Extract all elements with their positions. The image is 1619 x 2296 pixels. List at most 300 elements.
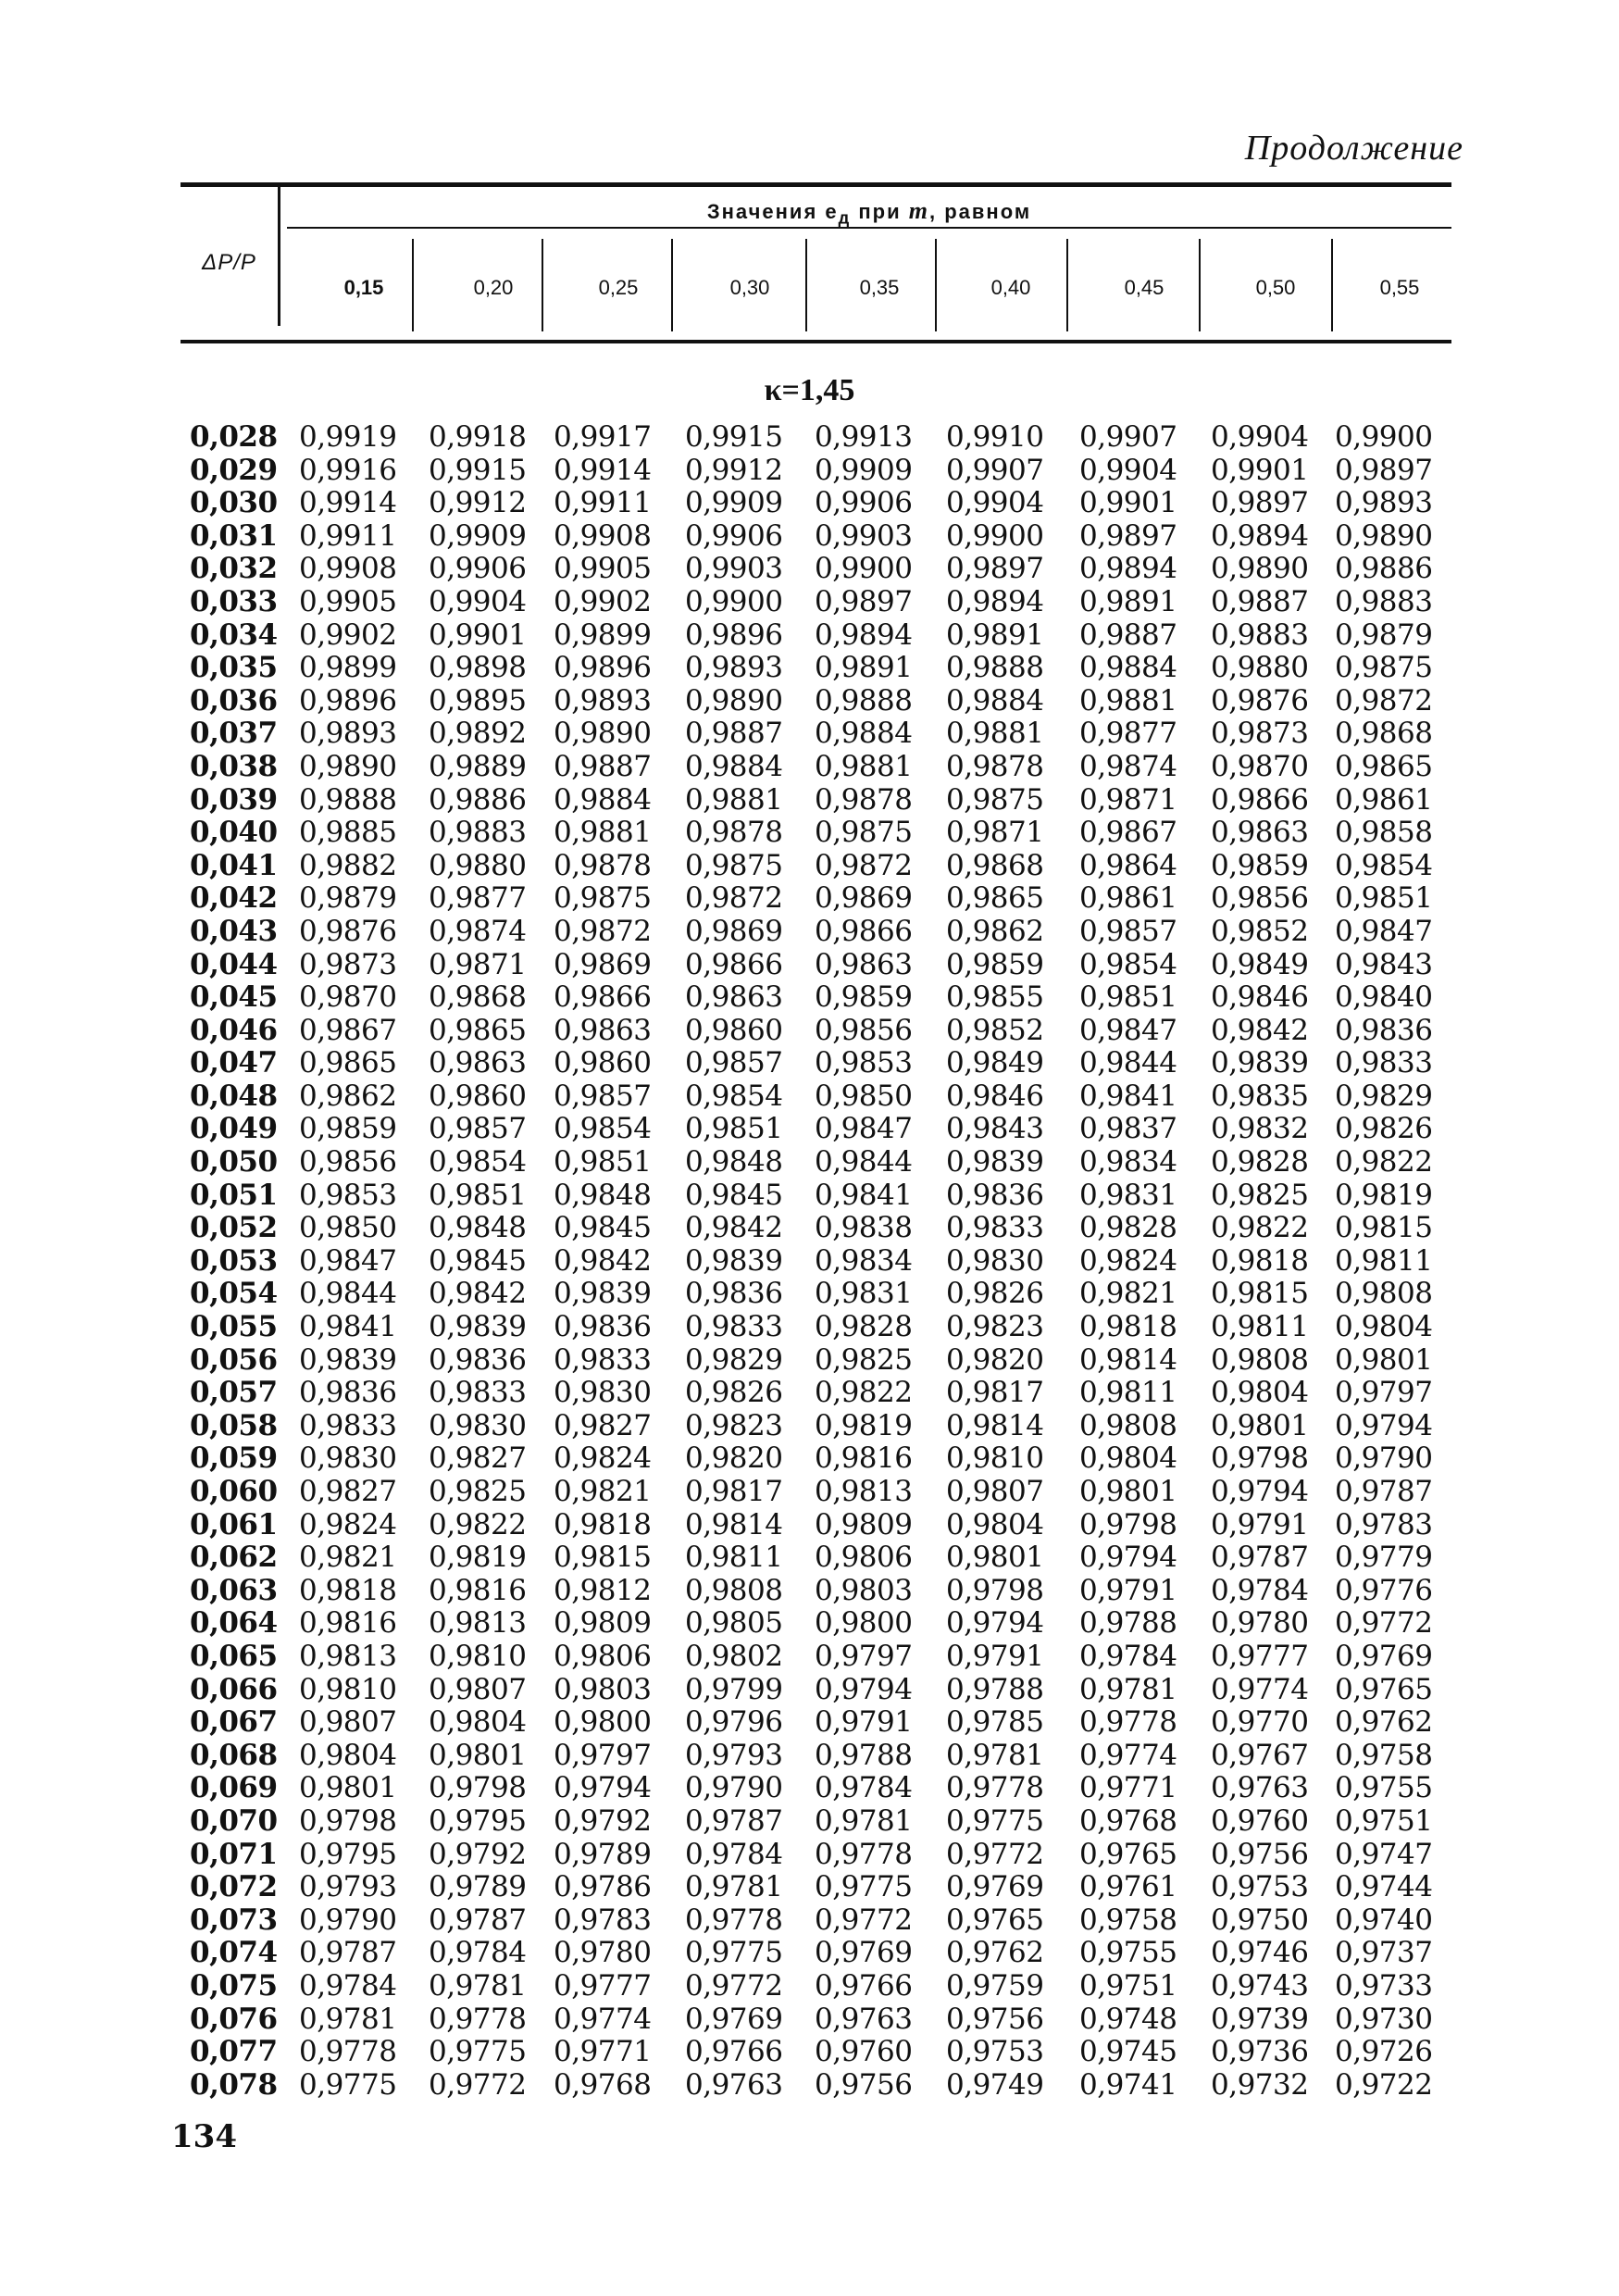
table-cell: 0,9854 [1335,848,1433,882]
table-cell: 0,9881 [554,816,652,850]
table-cell: 0,9815 [554,1541,652,1575]
table-cell: 0,9789 [554,1837,652,1871]
table-cell: 0,9894 [1079,552,1177,586]
table-cell: 0,9861 [1079,881,1177,916]
table-cell: 0,9818 [554,1507,652,1541]
table-cell: 0,9856 [815,1013,913,1047]
table-cell: 0,9751 [1079,1968,1177,2003]
column-divider [542,239,543,331]
table-cell: 0,9769 [946,1870,1044,1904]
table-cell: 0,9860 [685,1013,783,1047]
table-cell: 0,9816 [815,1441,913,1476]
table-cell: 0,9880 [429,848,527,882]
table-cell: 0,9911 [554,486,652,520]
table-cell: 0,9778 [946,1771,1044,1805]
table-cell: 0,9811 [1211,1310,1309,1344]
table-cell: 0,9813 [429,1606,527,1641]
table-cell: 0,9801 [1079,1475,1177,1508]
table-cell: 0,9777 [1211,1639,1309,1673]
table-cell: 0,9801 [429,1738,527,1772]
stub-column-divider [278,182,280,326]
table-cell: 0,9918 [429,420,527,454]
table-cell: 0,9848 [429,1211,527,1245]
table-cell: 0,9899 [299,651,397,685]
table-cell: 0,9737 [1335,1936,1433,1970]
table-cell: 0,9884 [815,717,913,751]
row-delta-p: 0,051 [190,1178,278,1212]
table-row [0,882,1619,916]
table-cell: 0,9883 [429,816,527,850]
table-cell: 0,9897 [1335,453,1433,487]
table-cell: 0,9827 [299,1475,397,1508]
table-cell: 0,9854 [429,1145,527,1179]
table-cell: 0,9845 [554,1211,652,1245]
table-cell: 0,9750 [1211,1903,1309,1937]
table-cell: 0,9821 [1079,1277,1177,1311]
table-cell: 0,9904 [1211,420,1309,454]
table-cell: 0,9878 [685,816,783,850]
table-cell: 0,9842 [685,1211,783,1245]
table-cell: 0,9780 [1211,1606,1309,1641]
table-cell: 0,9839 [1211,1046,1309,1080]
table-row [0,1740,1619,1773]
table-cell: 0,9808 [1079,1408,1177,1442]
table-cell: 0,9798 [1211,1441,1309,1476]
table-cell: 0,9804 [1211,1376,1309,1410]
table-cell: 0,9874 [429,914,527,948]
column-header-m: 0,35 [859,276,900,299]
table-row [0,1541,1619,1575]
table-cell: 0,9763 [1211,1771,1309,1805]
table-row [0,553,1619,586]
table-cell: 0,9851 [554,1145,652,1179]
table-cell: 0,9837 [1079,1112,1177,1146]
table-cell: 0,9771 [554,2035,652,2069]
table-cell: 0,9901 [1211,453,1309,487]
table-cell: 0,9842 [554,1243,652,1278]
table-cell: 0,9801 [1335,1342,1433,1377]
table-row [0,520,1619,554]
table-cell: 0,9780 [554,1936,652,1970]
table-cell: 0,9783 [554,1903,652,1937]
table-cell: 0,9839 [429,1310,527,1344]
table-cell: 0,9857 [1079,914,1177,948]
table-cell: 0,9890 [554,717,652,751]
table-cell: 0,9829 [685,1342,783,1377]
table-cell: 0,9877 [1079,717,1177,751]
table-cell: 0,9846 [1211,980,1309,1015]
table-cell: 0,9869 [554,947,652,981]
table-cell: 0,9794 [1335,1408,1433,1442]
table-cell: 0,9758 [1335,1738,1433,1772]
table-row [0,850,1619,883]
table-cell: 0,9878 [554,848,652,882]
table-cell: 0,9831 [1079,1178,1177,1212]
table-cell: 0,9850 [299,1211,397,1245]
row-delta-p: 0,068 [190,1738,278,1772]
row-delta-p: 0,054 [190,1277,278,1311]
table-cell: 0,9849 [946,1046,1044,1080]
row-delta-p: 0,072 [190,1870,278,1904]
table-cell: 0,9755 [1335,1771,1433,1805]
row-delta-p: 0,028 [190,420,278,454]
table-cell: 0,9887 [1079,618,1177,652]
table-cell: 0,9908 [299,552,397,586]
table-cell: 0,9887 [1211,584,1309,618]
table-cell: 0,9818 [1211,1243,1309,1278]
table-cell: 0,9836 [685,1277,783,1311]
table-cell: 0,9783 [1335,1507,1433,1541]
table-cell: 0,9875 [554,881,652,916]
table-cell: 0,9864 [1079,848,1177,882]
table-cell: 0,9889 [429,749,527,783]
table-cell: 0,9819 [1335,1178,1433,1212]
table-cell: 0,9765 [1079,1837,1177,1871]
row-delta-p: 0,041 [190,848,278,882]
row-delta-p: 0,049 [190,1112,278,1146]
row-delta-p: 0,050 [190,1145,278,1179]
row-delta-p: 0,078 [190,2067,278,2102]
row-delta-p: 0,074 [190,1936,278,1970]
table-cell: 0,9890 [685,683,783,718]
table-cell: 0,9804 [946,1507,1044,1541]
page-number: 134 [171,2118,237,2155]
table-cell: 0,9781 [685,1870,783,1904]
table-row [0,1607,1619,1641]
table-cell: 0,9866 [685,947,783,981]
table-cell: 0,9795 [429,1803,527,1838]
table-cell: 0,9825 [1211,1178,1309,1212]
table-cell: 0,9894 [946,584,1044,618]
table-cell: 0,9887 [685,717,783,751]
table-cell: 0,9880 [1211,651,1309,685]
table-cell: 0,9816 [429,1573,527,1607]
table-cell: 0,9893 [554,683,652,718]
table-cell: 0,9833 [685,1310,783,1344]
column-header-m: 0,30 [729,276,770,299]
table-cell: 0,9794 [815,1672,913,1706]
table-cell: 0,9907 [1079,420,1177,454]
table-cell: 0,9906 [429,552,527,586]
table-cell: 0,9874 [1079,749,1177,783]
table-cell: 0,9808 [1335,1277,1433,1311]
table-cell: 0,9766 [815,1968,913,2003]
row-delta-p: 0,029 [190,453,278,487]
table-cell: 0,9766 [685,2035,783,2069]
table-cell: 0,9795 [299,1837,397,1871]
table-cell: 0,9897 [1079,518,1177,553]
table-row [0,718,1619,751]
table-row [0,817,1619,850]
table-cell: 0,9811 [1335,1243,1433,1278]
table-row [0,1509,1619,1542]
table-cell: 0,9845 [429,1243,527,1278]
table-cell: 0,9891 [815,651,913,685]
table-cell: 0,9865 [299,1046,397,1080]
table-cell: 0,9815 [1211,1277,1309,1311]
table-cell: 0,9858 [1335,816,1433,850]
table-cell: 0,9900 [946,518,1044,553]
table-top-rule [181,182,1451,187]
table-cell: 0,9909 [429,518,527,553]
table-cell: 0,9775 [946,1803,1044,1838]
table-cell: 0,9760 [815,2035,913,2069]
table-cell: 0,9914 [299,486,397,520]
table-cell: 0,9814 [1079,1342,1177,1377]
table-cell: 0,9826 [685,1376,783,1410]
table-cell: 0,9856 [299,1145,397,1179]
table-row [0,1904,1619,1938]
table-cell: 0,9792 [554,1803,652,1838]
column-divider [805,239,807,331]
table-cell: 0,9816 [299,1606,397,1641]
table-cell: 0,9769 [685,2002,783,2036]
table-cell: 0,9810 [946,1441,1044,1476]
table-cell: 0,9824 [299,1507,397,1541]
table-row [0,455,1619,488]
row-delta-p: 0,033 [190,584,278,618]
table-cell: 0,9748 [1079,2002,1177,2036]
row-delta-p: 0,032 [190,552,278,586]
column-divider [671,239,673,331]
table-cell: 0,9897 [1211,486,1309,520]
continued-label: Продолжение [1244,129,1463,168]
table-cell: 0,9765 [946,1903,1044,1937]
table-cell: 0,9791 [1079,1573,1177,1607]
table-cell: 0,9804 [429,1705,527,1740]
table-cell: 0,9862 [946,914,1044,948]
table-cell: 0,9747 [1335,1837,1433,1871]
table-cell: 0,9875 [1335,651,1433,685]
table-cell: 0,9851 [685,1112,783,1146]
table-cell: 0,9913 [815,420,913,454]
table-cell: 0,9841 [1079,1079,1177,1113]
table-cell: 0,9751 [1335,1803,1433,1838]
table-cell: 0,9776 [1335,1573,1433,1607]
table-cell: 0,9821 [554,1475,652,1508]
table-cell: 0,9867 [299,1013,397,1047]
table-cell: 0,9852 [1211,914,1309,948]
table-cell: 0,9854 [1079,947,1177,981]
table-cell: 0,9813 [815,1475,913,1508]
table-cell: 0,9884 [1079,651,1177,685]
table-row [0,1015,1619,1048]
table-cell: 0,9730 [1335,2002,1433,2036]
table-row [0,1410,1619,1443]
row-delta-p: 0,036 [190,683,278,718]
table-cell: 0,9859 [946,947,1044,981]
table-cell: 0,9778 [685,1903,783,1937]
table-row [0,916,1619,949]
table-cell: 0,9808 [1211,1342,1309,1377]
table-cell: 0,9826 [946,1277,1044,1311]
row-delta-p: 0,057 [190,1376,278,1410]
table-cell: 0,9886 [1335,552,1433,586]
table-cell: 0,9827 [554,1408,652,1442]
table-cell: 0,9851 [429,1178,527,1212]
table-cell: 0,9883 [1335,584,1433,618]
table-cell: 0,9868 [1335,717,1433,751]
table-cell: 0,9842 [429,1277,527,1311]
table-cell: 0,9901 [429,618,527,652]
group-header [287,197,1451,228]
column-header-m: 0,55 [1379,276,1420,299]
table-row [0,1937,1619,1970]
table-cell: 0,9784 [1211,1573,1309,1607]
table-cell: 0,9875 [815,816,913,850]
table-cell: 0,9798 [299,1803,397,1838]
table-cell: 0,9844 [1079,1046,1177,1080]
table-cell: 0,9844 [299,1277,397,1311]
row-delta-p: 0,035 [190,651,278,685]
table-cell: 0,9857 [429,1112,527,1146]
table-cell: 0,9771 [1079,1771,1177,1805]
column-divider [1066,239,1068,331]
table-cell: 0,9779 [1335,1541,1433,1575]
table-cell: 0,9838 [815,1211,913,1245]
row-delta-p: 0,070 [190,1803,278,1838]
table-cell: 0,9863 [815,947,913,981]
table-cell: 0,9894 [815,618,913,652]
table-cell: 0,9830 [554,1376,652,1410]
table-cell: 0,9762 [1335,1705,1433,1740]
table-row [0,1212,1619,1245]
table-cell: 0,9772 [1335,1606,1433,1641]
table-row [0,1674,1619,1707]
row-delta-p: 0,061 [190,1507,278,1541]
table-cell: 0,9884 [946,683,1044,718]
table-cell: 0,9787 [1211,1541,1309,1575]
table-cell: 0,9784 [815,1771,913,1805]
table-cell: 0,9797 [1335,1376,1433,1410]
table-body [0,421,1619,2102]
row-delta-p: 0,040 [190,816,278,850]
table-cell: 0,9840 [1335,980,1433,1015]
table-cell: 0,9768 [1079,1803,1177,1838]
table-cell: 0,9778 [429,2002,527,2036]
table-cell: 0,9903 [685,552,783,586]
table-cell: 0,9803 [554,1672,652,1706]
table-row [0,1278,1619,1311]
table-row [0,586,1619,619]
table-cell: 0,9904 [429,584,527,618]
table-cell: 0,9881 [815,749,913,783]
table-cell: 0,9804 [299,1738,397,1772]
group-header-mid: при [851,200,909,223]
row-delta-p: 0,058 [190,1408,278,1442]
table-cell: 0,9802 [685,1639,783,1673]
table-cell: 0,9882 [299,848,397,882]
table-cell: 0,9860 [554,1046,652,1080]
table-cell: 0,9841 [299,1310,397,1344]
table-cell: 0,9820 [685,1441,783,1476]
table-cell: 0,9798 [946,1573,1044,1607]
table-cell: 0,9900 [815,552,913,586]
column-header-m: 0,45 [1124,276,1164,299]
table-cell: 0,9905 [299,584,397,618]
table-cell: 0,9800 [815,1606,913,1641]
table-cell: 0,9800 [554,1705,652,1740]
table-row [0,1311,1619,1344]
table-cell: 0,9890 [1211,552,1309,586]
table-cell: 0,9787 [299,1936,397,1970]
table-cell: 0,9762 [946,1936,1044,1970]
table-cell: 0,9893 [1335,486,1433,520]
table-cell: 0,9787 [1335,1475,1433,1508]
table-cell: 0,9819 [429,1541,527,1575]
table-cell: 0,9753 [946,2035,1044,2069]
table-row [0,2036,1619,2069]
table-row [0,1080,1619,1114]
table-cell: 0,9867 [1079,816,1177,850]
table-cell: 0,9814 [946,1408,1044,1442]
table-cell: 0,9896 [685,618,783,652]
table-cell: 0,9746 [1211,1936,1309,1970]
row-delta-p: 0,076 [190,2002,278,2036]
table-cell: 0,9826 [1335,1112,1433,1146]
table-cell: 0,9865 [946,881,1044,916]
table-row [0,949,1619,982]
table-row [0,1047,1619,1080]
row-delta-p: 0,063 [190,1573,278,1607]
table-cell: 0,9881 [685,782,783,817]
column-divider [1199,239,1201,331]
table-cell: 0,9881 [1079,683,1177,718]
table-row [0,1146,1619,1179]
row-delta-p: 0,030 [190,486,278,520]
table-cell: 0,9857 [685,1046,783,1080]
table-cell: 0,9739 [1211,2002,1309,2036]
table-cell: 0,9814 [685,1507,783,1541]
table-cell: 0,9796 [685,1705,783,1740]
table-cell: 0,9841 [815,1178,913,1212]
table-cell: 0,9807 [429,1672,527,1706]
table-cell: 0,9809 [815,1507,913,1541]
table-cell: 0,9845 [685,1178,783,1212]
table-cell: 0,9866 [815,914,913,948]
table-cell: 0,9891 [1079,584,1177,618]
table-cell: 0,9806 [554,1639,652,1673]
table-cell: 0,9855 [946,980,1044,1015]
table-cell: 0,9811 [685,1541,783,1575]
table-cell: 0,9744 [1335,1870,1433,1904]
table-cell: 0,9759 [946,1968,1044,2003]
table-cell: 0,9819 [815,1408,913,1442]
table-cell: 0,9820 [946,1342,1044,1377]
table-cell: 0,9898 [429,651,527,685]
table-cell: 0,9900 [1335,420,1433,454]
table-cell: 0,9798 [1079,1507,1177,1541]
table-cell: 0,9733 [1335,1968,1433,2003]
table-cell: 0,9807 [946,1475,1044,1508]
table-cell: 0,9842 [1211,1013,1309,1047]
table-cell: 0,9784 [299,1968,397,2003]
table-cell: 0,9909 [685,486,783,520]
row-delta-p: 0,038 [190,749,278,783]
table-cell: 0,9827 [429,1441,527,1476]
table-cell: 0,9834 [1079,1145,1177,1179]
table-cell: 0,9902 [299,618,397,652]
table-cell: 0,9878 [815,782,913,817]
table-cell: 0,9846 [946,1079,1044,1113]
stub-header-delta-p: ΔP/P [202,250,256,275]
table-cell: 0,9872 [815,848,913,882]
table-cell: 0,9915 [429,453,527,487]
table-cell: 0,9770 [1211,1705,1309,1740]
table-cell: 0,9809 [554,1606,652,1641]
table-cell: 0,9763 [815,2002,913,2036]
table-row [0,1871,1619,1904]
